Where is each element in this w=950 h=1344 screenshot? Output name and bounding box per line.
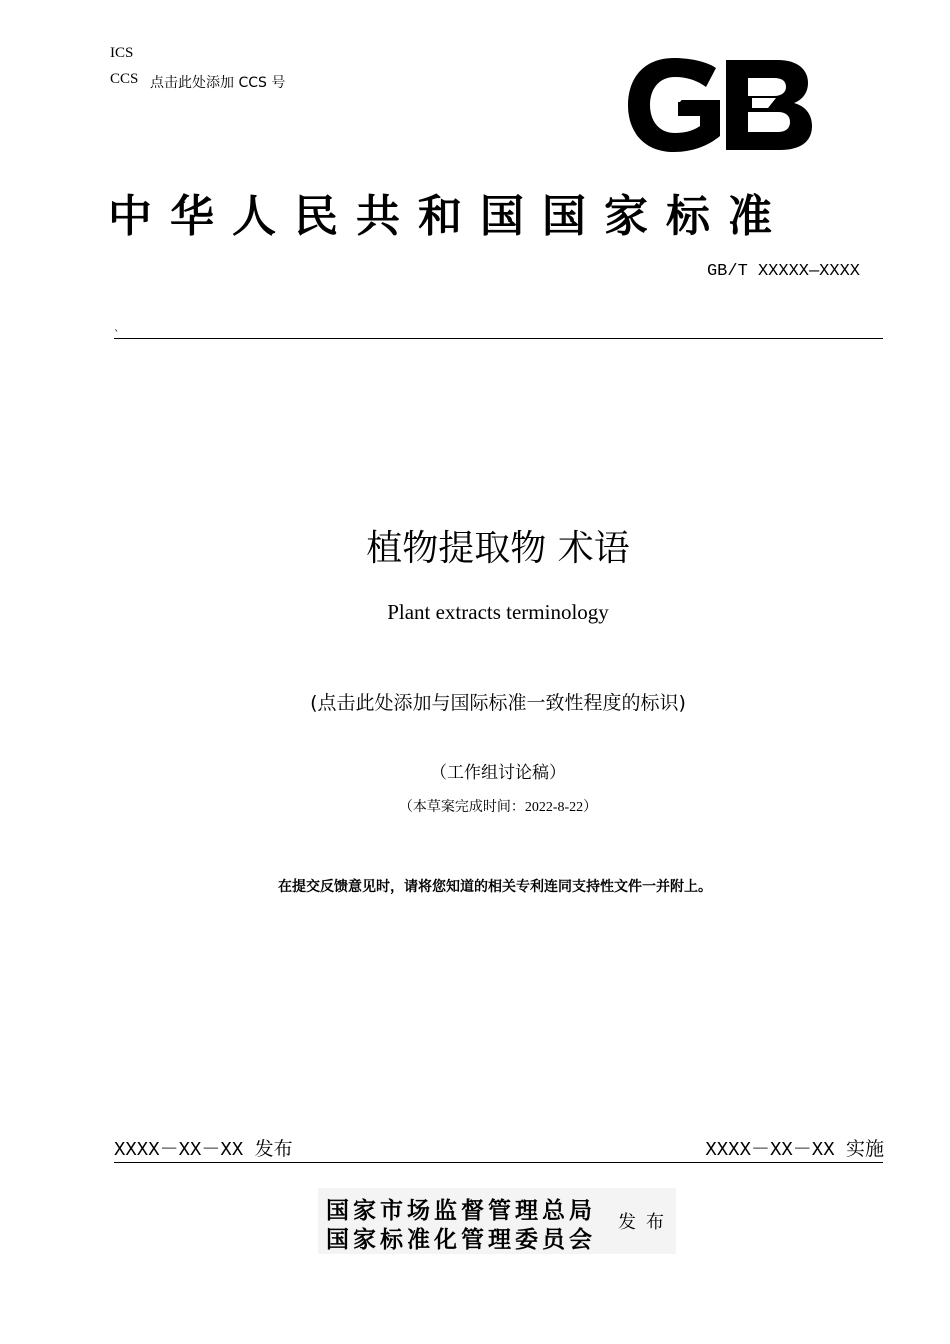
document-title-english: Plant extracts terminology — [387, 600, 609, 624]
issuer-sac: 国家标准化管理委员会 — [326, 1226, 596, 1253]
ics-label: ICS — [110, 45, 134, 61]
footer-divider — [114, 1162, 883, 1163]
issuer-samr: 国家市场监督管理总局 — [326, 1197, 596, 1224]
tick-mark: ` — [114, 328, 120, 341]
draft-stage: （工作组讨论稿） — [430, 763, 566, 782]
implement-date: XXXX－XX－XX 实施 — [705, 1139, 884, 1161]
standard-organization-title: 中华人民共和国国家标准 — [108, 191, 790, 242]
document-title-chinese: 植物提取物 术语 — [366, 528, 630, 569]
issuer-block — [318, 1188, 676, 1254]
ccs-label: CCS — [110, 71, 139, 87]
patent-notice: 在提交反馈意见时，请将您知道的相关专利连同支持性文件一并附上。 — [278, 879, 712, 895]
issuer-action: 发布 — [618, 1212, 674, 1233]
draft-completion-date: （本草案完成时间：2022-8-22） — [398, 800, 598, 815]
consistency-placeholder[interactable]: (点击此处添加与国际标准一致性程度的标识) — [310, 692, 686, 714]
gb-logo-icon — [626, 58, 812, 152]
standard-number: GB/T XXXXX—XXXX — [706, 262, 860, 281]
header-divider — [114, 338, 883, 339]
ccs-placeholder[interactable]: 点击此处添加 CCS 号 — [150, 75, 286, 91]
publish-date: XXXX－XX－XX 发布 — [114, 1139, 293, 1161]
